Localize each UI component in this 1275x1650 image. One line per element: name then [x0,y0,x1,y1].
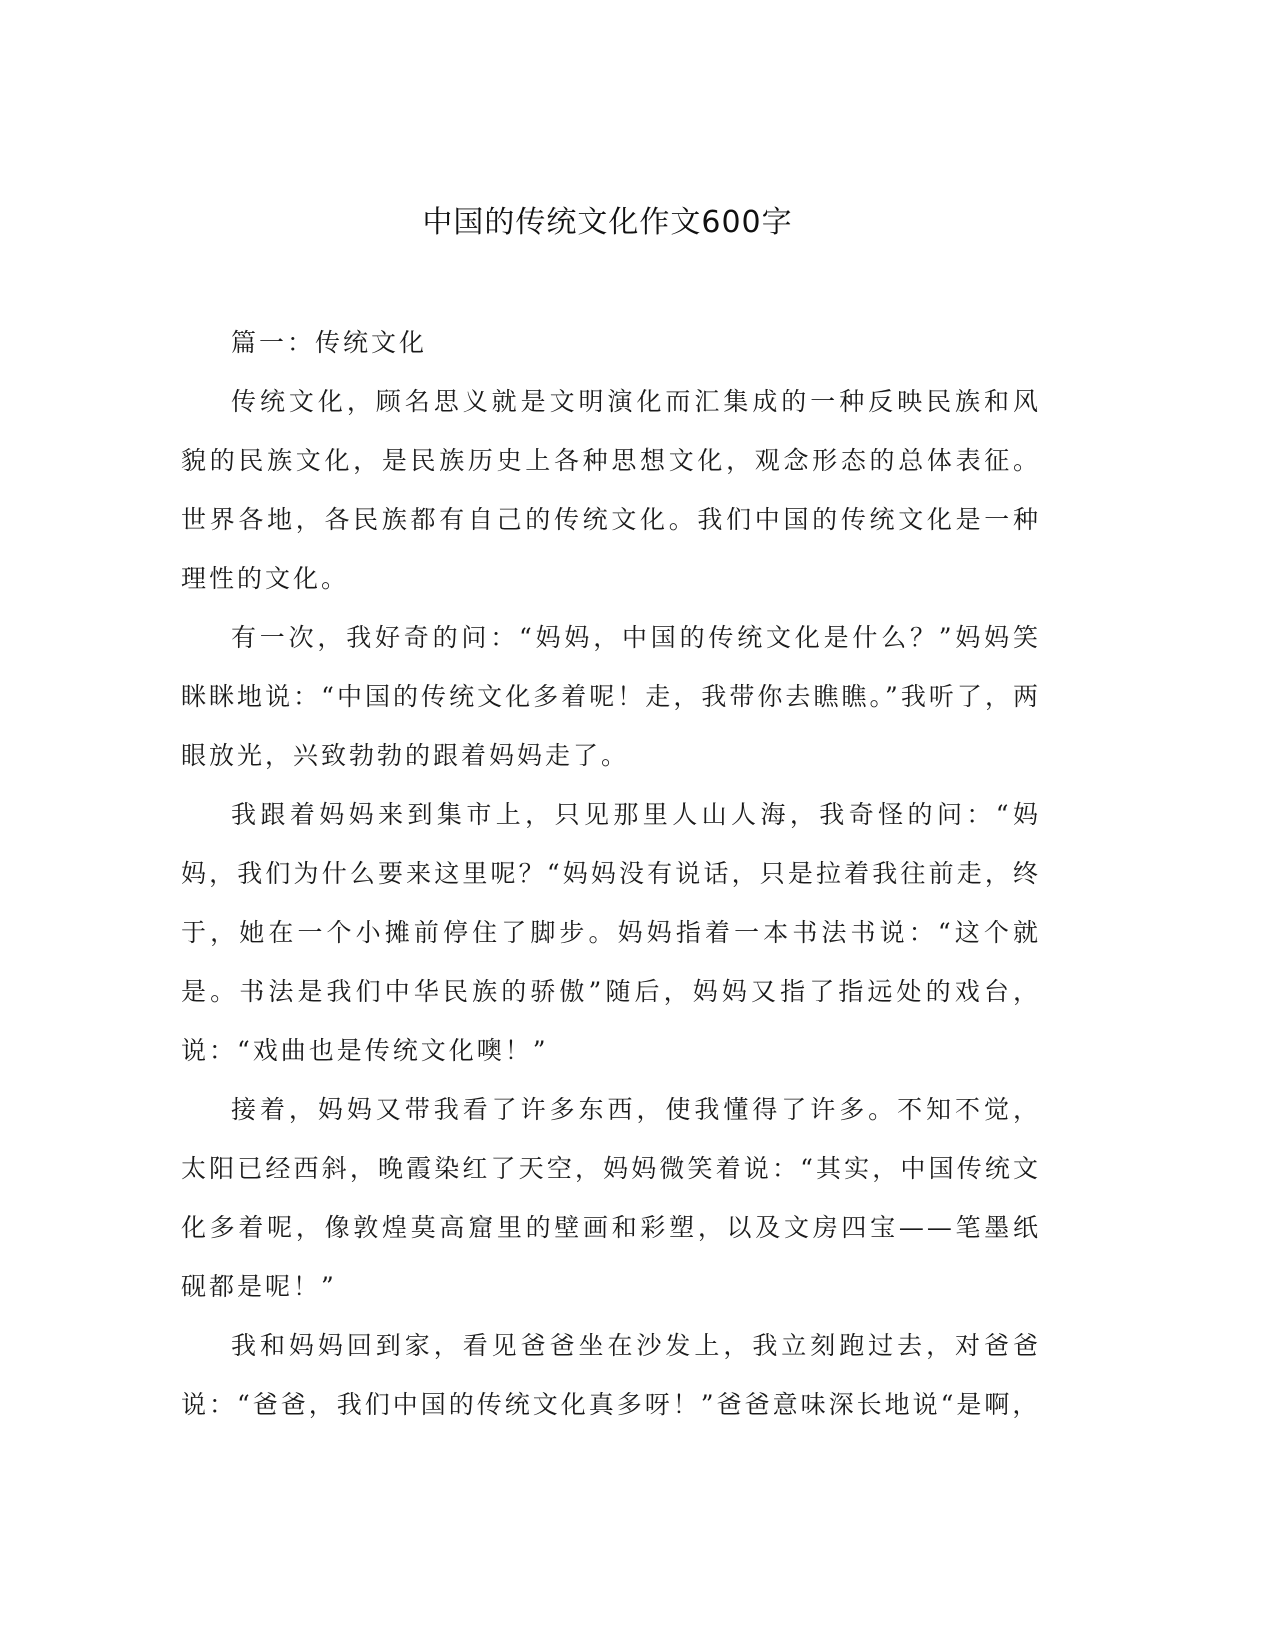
paragraph-2: 有一次，我好奇的问：“妈妈，中国的传统文化是什么？”妈妈笑眯眯地说：“中国的传统文化多着呢！走，我带你去瞧瞧。”我听了，两眼放光，兴致勃勃的跟着妈妈走了。 [181,623,1041,770]
document-body [181,313,1041,1434]
paragraph-4: 接着，妈妈又带我看了许多东西，使我懂得了许多。不知不觉，太阳已经西斜，晚霞染红了天空，妈妈微笑着说：“其实，中国传统文化多着呢，像敦煌莫高窟里的壁画和彩塑，以及文房四宝——笔墨纸砚都是呢！” [181,1095,1041,1301]
section-heading: 篇一：传统文化 [231,328,428,357]
paragraph-3: 我跟着妈妈来到集市上，只见那里人山人海，我奇怪的问：“妈妈，我们为什么要来这里呢？“妈妈没有说话，只是拉着我往前走，终于，她在一个小摊前停住了脚步。妈妈指着一本书法书说：“这个就是。书法是我们中华民族的骄傲”随后，妈妈又指了指远处的戏台，说：“戏曲也是传统文化噢！” [181,800,1041,1065]
document-title: 中国的传统文化作文600字 [422,205,793,240]
paragraph-5: 我和妈妈回到家，看见爸爸坐在沙发上，我立刻跑过去，对爸爸说：“爸爸，我们中国的传统文化真多呀！”爸爸意味深长地说“是啊， [181,1331,1041,1419]
paragraph-1: 传统文化，顾名思义就是文明演化而汇集成的一种反映民族和风貌的民族文化，是民族历史上各种思想文化，观念形态的总体表征。世界各地，各民族都有自己的传统文化。我们中国的传统文化是一种理性的文化。 [181,387,1041,593]
